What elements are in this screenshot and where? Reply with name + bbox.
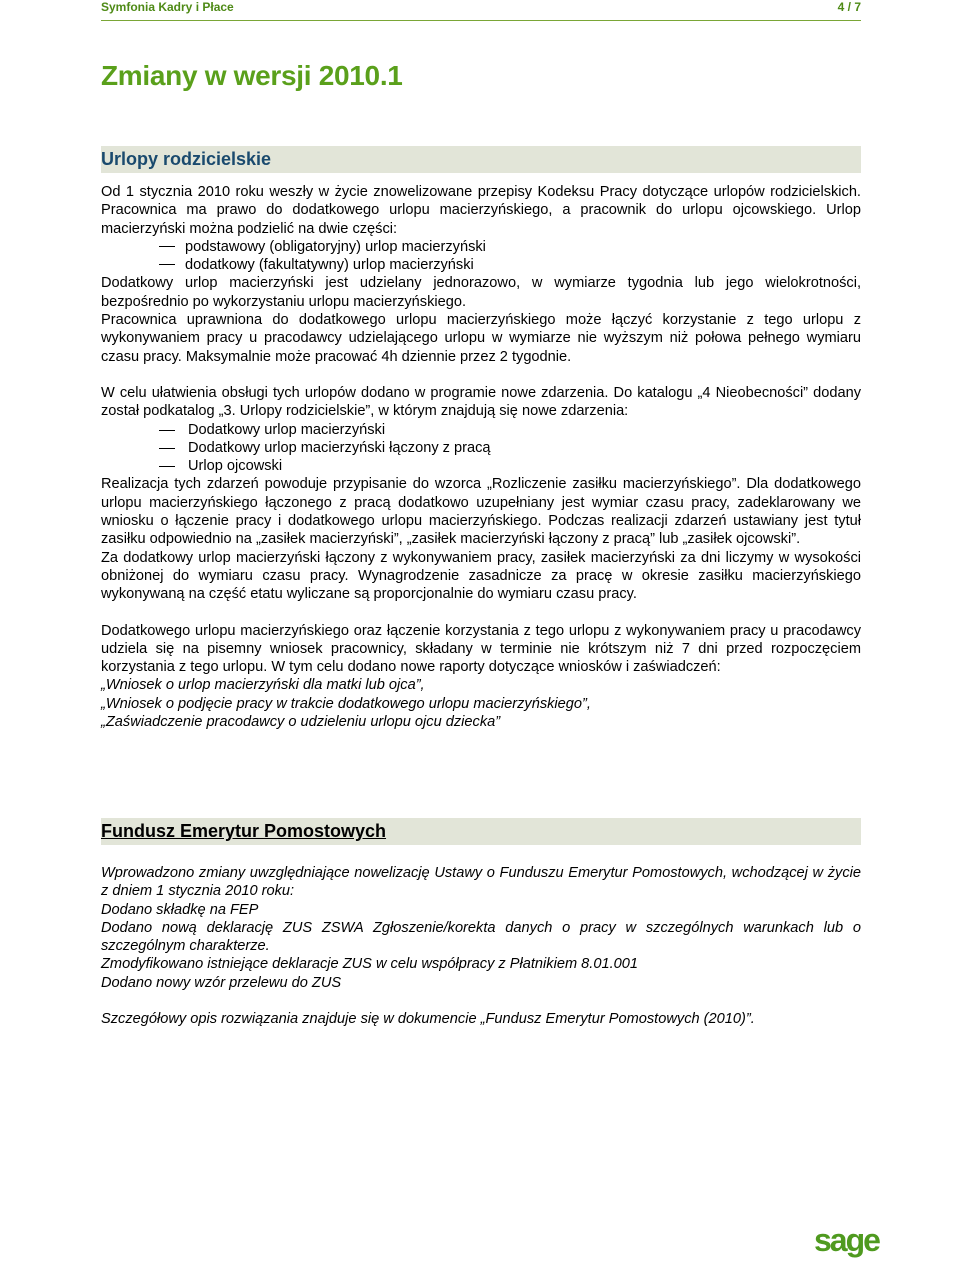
list-item [101, 238, 861, 256]
header-page-number: 4 / 7 [837, 0, 861, 14]
dash-bullet [159, 448, 175, 449]
paragraph: Za dodatkowy urlop macierzyński łączony z wykonywaniem pracy, zasiłek macierzyński za dni liczymy w wysokości obniżonej do wymiaru czasu pracy. Wynagrodzenie zasadnicze za pracę w okresie zasiłku macierzyńskiego wykonywaną na część etatu wyliczane są proporcjonalnie do wymiaru czasu pracy. [101, 549, 861, 603]
paragraph: Dodano składkę na FEP [101, 901, 259, 918]
sage-logo [814, 1225, 890, 1261]
list-item [101, 439, 861, 457]
report-item: „Zaświadczenie pracodawcy o udzieleniu urlopu ojcu dziecka” [101, 714, 501, 731]
section-parental-leave-body [101, 183, 861, 731]
page-header [101, 0, 861, 21]
paragraph: W celu ułatwienia obsługi tych urlopów dodano w programie nowe zdarzenia. Do katalogu „4 Nieobecności” dodany został podkatalog „3. Urlopy rodzicielskie”, w którym znajdują się nowe zdarzenia: [101, 384, 861, 420]
paragraph: Wprowadzono zmiany uwzględniające nowelizację Ustawy o Funduszu Emerytur Pomostowych, wchodzącej w życie z dniem 1 stycznia 2010 roku: [101, 865, 861, 900]
paragraph: Pracownica uprawniona do dodatkowego urlopu macierzyńskiego może łączyć korzystanie z tego urlopu z wykonywaniem pracy u pracodawcy udzielającego urlopu w wymiarze nie wyższym niż połowa pełnego wymiaru czasu pracy. Maksymalnie może pracować 4h dziennie przez 2 tygodnie. [101, 312, 861, 365]
list-item-text: dodatkowy (fakultatywny) urlop macierzyński [185, 257, 474, 274]
list-item [101, 421, 861, 439]
list-item-text: podstawowy (obligatoryjny) urlop macierzyński [185, 238, 486, 255]
paragraph: Dodatkowy urlop macierzyński jest udzielany jednorazowo, w wymiarze tygodnia lub jego wielokrotności, bezpośrednio po wykorzystaniu urlopu macierzyńskiego. [101, 275, 861, 310]
logo-text: sage [814, 1225, 879, 1258]
section-heading-parental-leave: Urlopy rodzicielskie [101, 146, 861, 173]
paragraph: Dodano nową deklarację ZUS ZSWA Zgłoszenie/korekta danych o pracy w szczególnych warunkach lub o szczególnym charakterze. [101, 919, 861, 955]
paragraph: Dodano nowy wzór przelewu do ZUS [101, 974, 342, 991]
paragraph: Realizacja tych zdarzeń powoduje przypisanie do wzorca „Rozliczenie zasiłku macierzyńskiego”. Dla dodatkowego urlopu macierzyńskiego łączonego z pracą dodatkowo uzupełniany jest wymiar czasu pracy, zadeklarowany we wniosku o łączenie pracy i dodatkowego urlopu macierzyńskiego. Podczas realizacji zdarzeń ustawiany jest tytuł zasiłku odpowiednio na „zasiłek macierzyński”, „zasiłek macierzyński łączony z pracą” lub „zasiłek ojcowski”. [101, 476, 861, 548]
paragraph: Zmodyfikowano istniejące deklaracje ZUS w celu współpracy z Płatnikiem 8.01.001 [101, 956, 638, 973]
header-product: Symfonia Kadry i Płace [101, 0, 234, 14]
section-fep-body [101, 864, 861, 1028]
section-heading-fep: Fundusz Emerytur Pomostowych [101, 818, 861, 845]
paragraph: Dodatkowego urlopu macierzyńskiego oraz łączenie korzystania z tego urlopu z wykonywaniem pracy u pracodawcy udziela się na pisemny wniosek pracownicy, składany w terminie nie krótszym niż 7 dni przed rozpoczęciem korzystania z tego urlopu. W tym celu dodano nowe raporty dotyczące wniosków i zaświadczeń: [101, 622, 861, 676]
report-item: „Wniosek o podjęcie pracy w trakcie dodatkowego urlopu macierzyńskiego”, [101, 695, 591, 712]
list-item [101, 256, 861, 274]
list-item-text: Urlop ojcowski [188, 458, 283, 475]
dash-bullet [159, 430, 175, 431]
list-item-text: Dodatkowy urlop macierzyński [188, 421, 386, 438]
report-item: „Wniosek o urlop macierzyński dla matki lub ojca”, [101, 677, 425, 694]
dash-bullet [159, 246, 175, 247]
dash-bullet [159, 466, 175, 467]
dash-bullet [159, 264, 175, 265]
list-item [101, 457, 861, 475]
page-title: Zmiany w wersji 2010.1 [101, 60, 403, 91]
paragraph-reference: Szczegółowy opis rozwiązania znajduje się w dokumencie „Fundusz Emerytur Pomostowych (2010)”. [101, 1011, 755, 1028]
paragraph-intro: Od 1 stycznia 2010 roku weszły w życie znowelizowane przepisy Kodeksu Pracy dotyczące urlopów rodzicielskich. Pracownica ma prawo do dodatkowego urlopu macierzyńskiego, a pracownik do urlopu ojcowskiego. Urlop macierzyński można podzielić na dwie części: [101, 184, 861, 237]
list-item-text: Dodatkowy urlop macierzyński łączony z pracą [188, 439, 491, 456]
